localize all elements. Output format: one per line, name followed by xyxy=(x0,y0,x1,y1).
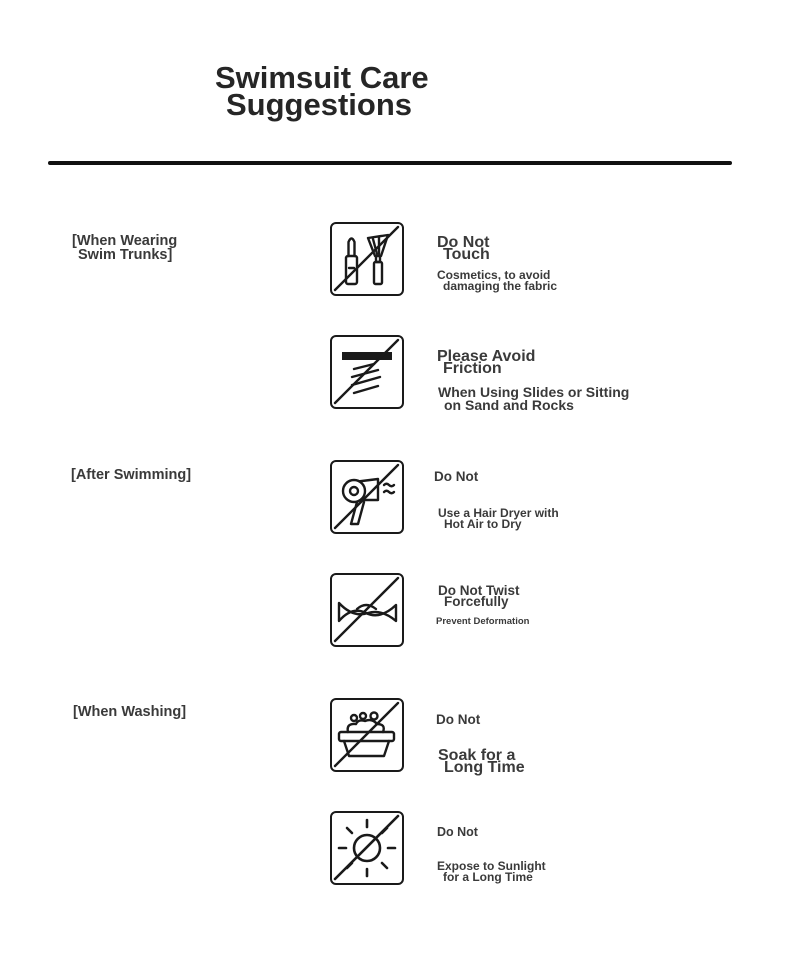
no-soak-icon xyxy=(330,698,404,772)
description-line: Expose to Sunlight xyxy=(437,859,546,873)
section-label-line: [When Washing] xyxy=(73,704,187,720)
no-sunlight-icon xyxy=(330,811,404,885)
item-description xyxy=(438,386,629,412)
heading-line: Do Not xyxy=(436,712,481,727)
item-heading xyxy=(438,585,520,607)
heading-line: Forcefully xyxy=(444,594,509,609)
item-description xyxy=(436,616,529,627)
description-line: on Sand and Rocks xyxy=(444,397,574,413)
item-description xyxy=(437,270,557,292)
section-label-line: [After Swimming] xyxy=(71,467,192,483)
section-label-washing xyxy=(73,705,186,719)
item-description xyxy=(437,861,546,883)
description-line: Long Time xyxy=(444,759,525,776)
section-label-line: [When Wearing xyxy=(72,233,178,249)
section-label-line: Swim Trunks] xyxy=(78,247,173,263)
page-title xyxy=(215,60,429,122)
section-label-after-swimming xyxy=(71,468,191,482)
description-line: Use a Hair Dryer with xyxy=(438,506,559,520)
section-label-wearing xyxy=(72,234,177,262)
description-line: Prevent Deformation xyxy=(436,616,530,627)
item-heading xyxy=(434,469,478,484)
title-line-1: Swimsuit Care xyxy=(215,60,429,95)
description-line: Soak for a xyxy=(438,747,516,764)
heading-line: Do Not Twist xyxy=(438,583,520,598)
description-line: When Using Slides or Sitting xyxy=(438,384,630,400)
heading-line: Do Not xyxy=(434,469,479,484)
item-heading xyxy=(437,825,478,839)
item-description xyxy=(438,508,559,530)
item-heading xyxy=(437,234,490,263)
item-description xyxy=(438,747,525,776)
no-cosmetics-icon xyxy=(330,222,404,296)
item-heading xyxy=(437,348,536,377)
description-line: Cosmetics, to avoid xyxy=(437,268,551,282)
item-heading xyxy=(436,712,480,727)
no-twist-icon xyxy=(330,573,404,647)
title-divider xyxy=(48,161,732,165)
no-hair-dryer-icon xyxy=(330,460,404,534)
heading-line: Touch xyxy=(443,246,490,263)
description-line: Hot Air to Dry xyxy=(444,517,522,531)
description-line: for a Long Time xyxy=(443,870,533,884)
heading-line: Friction xyxy=(443,360,502,377)
description-line: damaging the fabric xyxy=(443,279,558,293)
title-line-2: Suggestions xyxy=(226,87,413,122)
no-friction-icon xyxy=(330,335,404,409)
heading-line: Please Avoid xyxy=(437,348,536,365)
heading-line: Do Not xyxy=(437,825,478,839)
heading-line: Do Not xyxy=(437,234,490,251)
